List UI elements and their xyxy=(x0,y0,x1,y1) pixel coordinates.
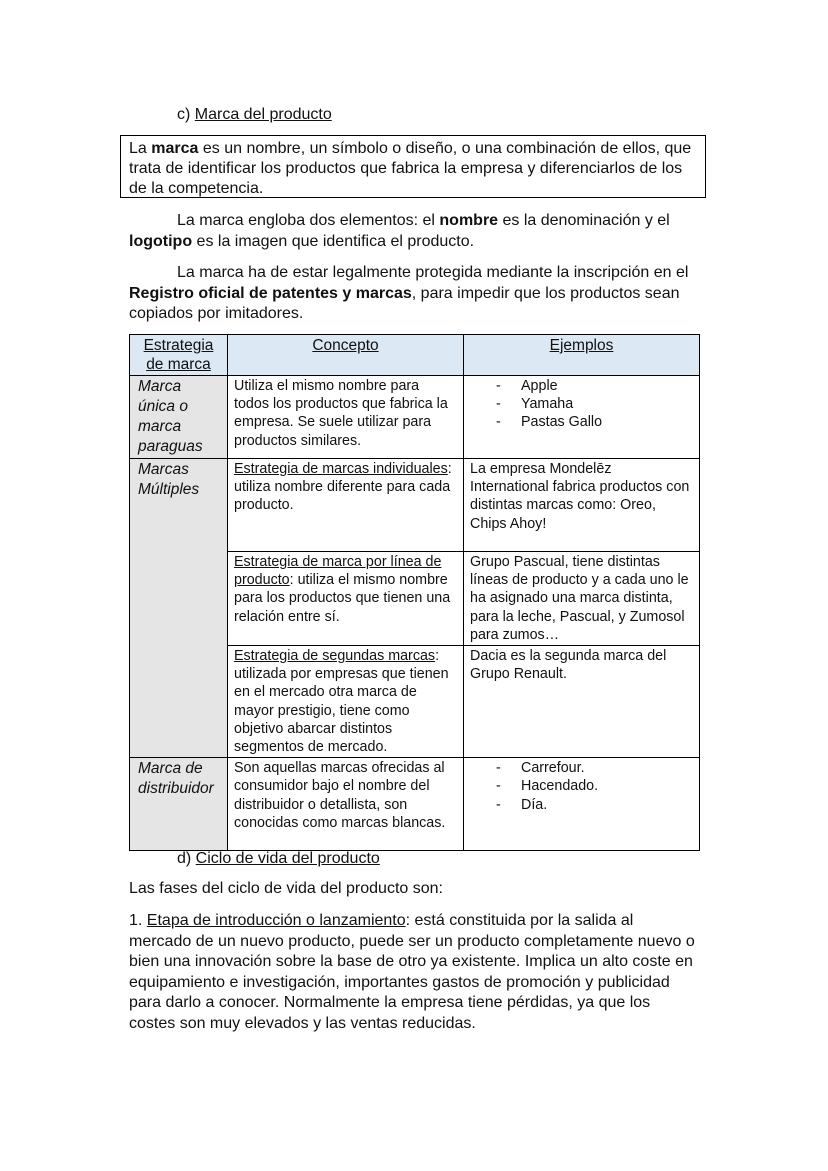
row-name-continuation xyxy=(130,552,228,646)
list-item: - Pastas Gallo xyxy=(470,413,693,431)
row-example-linea: Grupo Pascual, tiene distintas líneas de producto y a cada uno le ha asignado una marca distinta, para la leche, Pascual, y Zumosol para zumos… xyxy=(464,552,700,646)
row-examples-distribuidor xyxy=(464,758,700,851)
header-examples: Ejemplos xyxy=(464,335,700,376)
list-item: - Hacendado. xyxy=(470,777,693,795)
section-d-heading xyxy=(177,849,380,869)
section-c-heading xyxy=(177,105,332,125)
row-concept-individuales xyxy=(228,459,464,552)
row-concept-distribuidor: Son aquellas marcas ofrecidas al consumidor bajo el nombre del distribuidor o detallista, son conocidas como marcas blancas. xyxy=(228,758,464,851)
header-concept: Concepto xyxy=(228,335,464,376)
definition-box xyxy=(120,135,706,198)
table-row xyxy=(130,459,700,552)
concept-title-individuales: Estrategia de marcas individuales xyxy=(234,461,448,477)
list-item: - Apple xyxy=(470,377,693,395)
para1-bold-logotipo: logotipo xyxy=(129,232,193,250)
table-row xyxy=(130,376,700,459)
concept-text-linea: : utiliza el mismo nombre para los productos que tienen una relación entre sí. xyxy=(234,572,451,625)
list-item: - Día. xyxy=(470,796,693,814)
para1-bold-nombre: nombre xyxy=(439,212,499,229)
row-concept-marca-unica: Utiliza el mismo nombre para todos los productos que fabrica la empresa. Se suele utilizar para productos similares. xyxy=(228,376,464,459)
row-name-marcas-multiples: Marcas Múltiples xyxy=(130,459,228,552)
table-row xyxy=(130,552,700,646)
definition-pre: La xyxy=(129,140,152,157)
definition-post: es un nombre, un símbolo o diseño, o una combinación de ellos, que trata de identificar los productos que fabrica la empresa y diferenciarlos de los de la competencia. xyxy=(129,140,692,197)
row-name-distribuidor: Marca de distribuidor xyxy=(130,758,228,851)
row-concept-segundas xyxy=(228,646,464,758)
para1-text1: La marca engloba dos elementos: el xyxy=(177,212,440,229)
row-concept-linea xyxy=(228,552,464,646)
phase-1-number: 1. xyxy=(129,912,147,929)
row-name-continuation xyxy=(130,646,228,758)
section-d-label: d) xyxy=(177,850,196,867)
row-example-segundas: Dacia es la segunda marca del Grupo Renault. xyxy=(464,646,700,758)
table-row xyxy=(130,646,700,758)
para2-text2: , para impedir que los productos sean copiados por imitadores. xyxy=(129,284,680,322)
para1-text3: es la imagen que identifica el producto. xyxy=(192,232,475,250)
para1-text2: es la denominación y el xyxy=(498,212,670,229)
concept-text-individuales: : utiliza nombre diferente para cada producto. xyxy=(234,461,452,514)
list-item: - Yamaha xyxy=(470,395,693,413)
phases-intro: Las fases del ciclo de vida del producto son: xyxy=(129,880,443,897)
table-header-row xyxy=(130,335,700,376)
phase-1-paragraph xyxy=(129,911,699,1034)
concept-title-linea: Estrategia de marca por línea de producto xyxy=(234,554,442,589)
definition-term: marca xyxy=(151,140,199,157)
section-c-title: Marca del producto xyxy=(194,106,332,123)
section-c-label: c) xyxy=(177,106,195,123)
phase-1-title: Etapa de introducción o lanzamiento xyxy=(146,912,406,929)
concept-title-segundas: Estrategia de segundas marcas xyxy=(234,648,436,665)
header-strategy: Estrategia de marca xyxy=(130,335,228,376)
section-d-title: Ciclo de vida del producto xyxy=(195,850,380,867)
para2-bold-registro: Registro oficial de patentes y marcas xyxy=(129,284,412,302)
paragraph-legal-protection xyxy=(129,263,699,325)
row-name-marca-unica: Marca única o marca paraguas xyxy=(130,376,228,459)
table-row xyxy=(130,758,700,851)
brand-strategy-table xyxy=(129,334,700,851)
paragraph-brand-elements xyxy=(129,211,699,252)
para2-text1: La marca ha de estar legalmente protegida mediante la inscripción en el xyxy=(177,264,689,281)
phase-1-text: : está constituida por la salida al mercado de un nuevo producto, puede ser un producto completamente nuevo o bien una innovación sobre la base de otro ya existente. Implica un alto coste en equipamiento e investigación, importantes gastos de promoción y publicidad para darlo a conocer. Normalmente la empresa tiene pérdidas, ya que los costes son muy elevados y las ventas reducidas. xyxy=(129,912,695,1032)
list-item: - Carrefour. xyxy=(470,759,693,777)
concept-text-segundas: : utilizada por empresas que tienen en el mercado otra marca de mayor prestigio, tiene como objetivo abarcar distintos segmentos de mercado. xyxy=(234,648,449,756)
row-examples-marca-unica xyxy=(464,376,700,459)
row-example-individuales: La empresa Mondelēz International fabrica productos con distintas marcas como: Oreo, Chips Ahoy! xyxy=(464,459,700,552)
